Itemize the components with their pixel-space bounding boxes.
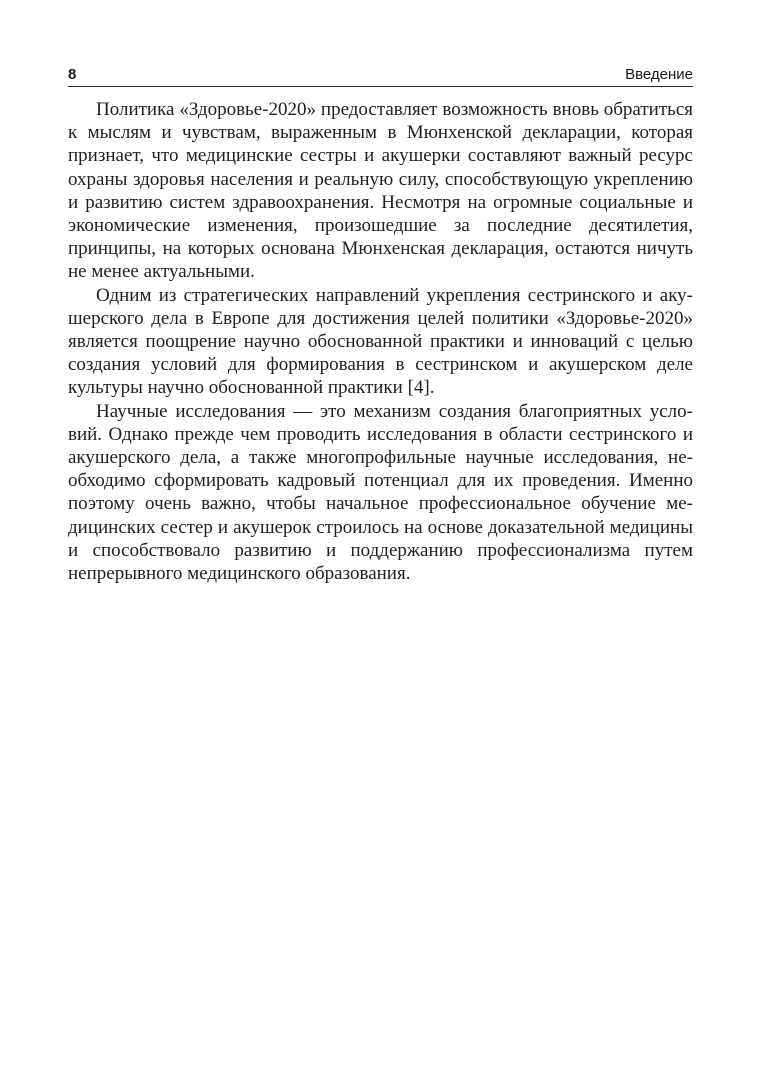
section-title: Введение xyxy=(625,66,693,83)
page-number: 8 xyxy=(68,66,77,83)
body-text xyxy=(68,98,693,585)
paragraph-1: Политика «Здоровье-2020» предоставляет возможность вновь обратиться к мыслям и чувствам, выраженным в Мюнхенской декларации, которая признает, что медицинские сестры и акушерки составляют важный ресурс охраны здоровья населения и реальную силу, способствующую укреплению и развитию систем здравоохранения. Несмотря на огромные социальные и экономические изменения, произошедшие за последние десятилетия, принципы, на которых основана Мюнхенская декларация, остаются ничуть не менее актуальными. xyxy=(68,99,693,283)
paragraph-2: Одним из стратегических направлений укрепления сестринского и акушерского дела в Европе для достижения целей политики «Здоровье-2020» является поощрение научно обоснованной практики и инноваций с целью создания условий для формирования в сестринском и акушерском деле культуры научно обоснованной практики [4]. xyxy=(68,284,693,399)
paragraph-3: Научные исследования — это механизм создания благоприятных условий. Однако прежде чем проводить исследования в области сестринского и акушерского дела, а также многопрофильные научные исследования, необходимо сформировать кадровый потенциал для их проведения. Именно поэтому очень важно, чтобы начальное профессиональное обучение медицинских сестер и акушерок строилось на основе доказательной медицины и способствовало развитию и поддержанию профессионализма путем непрерывного медицинского образования. xyxy=(68,400,693,585)
running-header xyxy=(68,66,693,87)
